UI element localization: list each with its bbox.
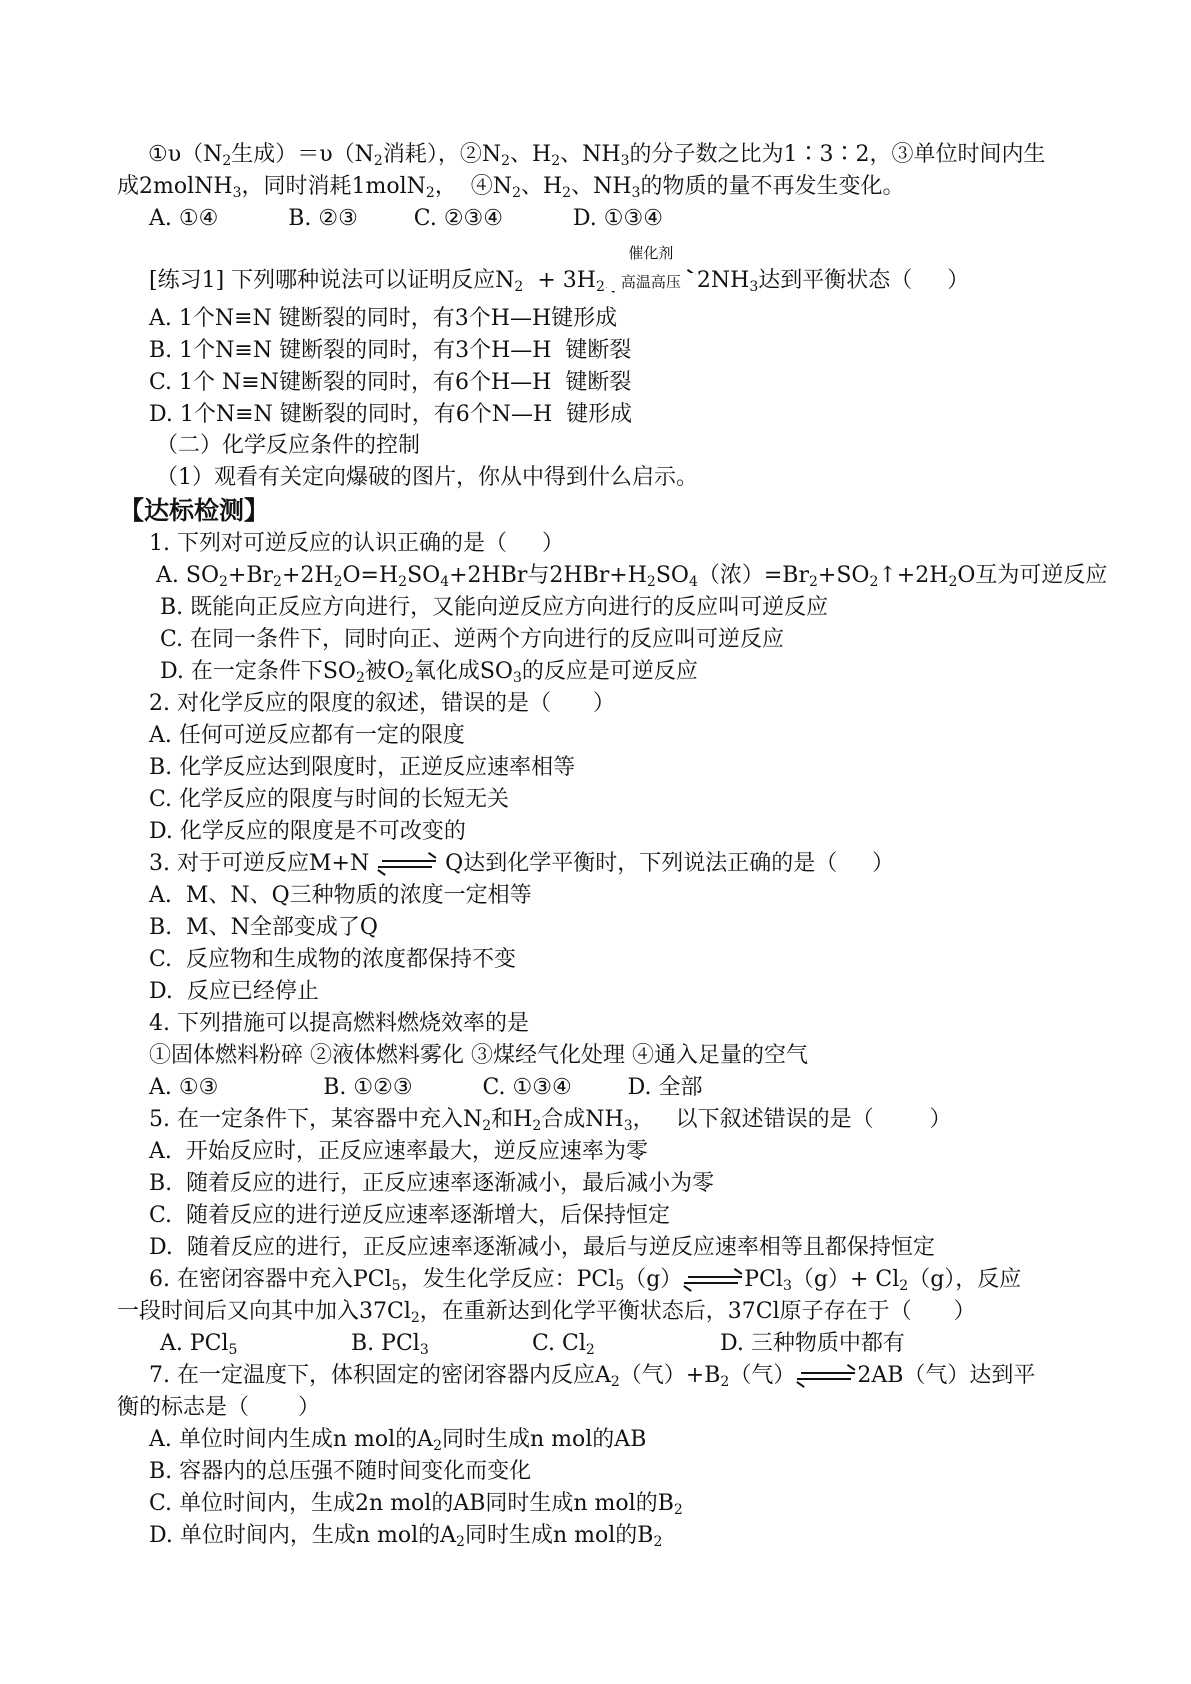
intro-line-1: $①\upsilon(N_2$生成）$=\upsilon(N_2$消耗），$②N_2$、$H_2$、$NH_3$的分子数之比为1∶3∶2，③单位时间内生 [148, 142, 1046, 169]
practice1-option-b: B. 1个N≡N 键断裂的同时，有3个H—H 键断裂 [149, 338, 632, 363]
q3-option-d: D. 反应已经停止 [149, 979, 319, 1004]
practice1-option-c: C. 1个 N≡N键断裂的同时，有6个H—H 键断裂 [149, 370, 632, 395]
equilibrium-arrow-catalyst: 催化剂 高温高压 [607, 266, 695, 296]
q7-stem: 7. 在一定温度下，体积固定的密闭容器内反应$A_2$（气）$+B_2$（气） 2AB（气）达到平 [149, 1363, 1036, 1390]
q2-option-b: B. 化学反应达到限度时，正逆反应速率相等 [149, 755, 576, 780]
intro-line-2: 成2molNH$_3$，同时消耗1molN$_2$， $④N_2$、$H_2$、$NH_3$的物质的量不再发生变化。 [117, 174, 905, 201]
q5-option-d: D. 随着反应的进行，正反应速率逐渐减小，最后与逆反应速率相等且都保持恒定 [149, 1235, 935, 1260]
section2-title: （二）化学反应条件的控制 [156, 433, 421, 458]
q3-option-c: C. 反应物和生成物的浓度都保持不变 [149, 947, 517, 972]
q6-option-c: C. $Cl_2$ [532, 1331, 595, 1358]
q6-stem-line2: 一段时间后又向其中加入$37Cl_2$，在重新达到化学平衡状态后，37Cl原子存在于（ ） [117, 1299, 976, 1326]
q7-option-b: B. 容器内的总压强不随时间变化而变化 [149, 1459, 532, 1484]
equilibrium-arrow-icon [797, 1367, 855, 1385]
q5-option-b: B. 随着反应的进行，正反应速率逐渐减小，最后减小为零 [149, 1171, 715, 1196]
equilibrium-arrow-icon [378, 855, 436, 873]
q6-option-d: D. 三种物质中都有 [720, 1331, 905, 1356]
practice1-option-a: A. 1个N≡N 键断裂的同时，有3个H—H键形成 [149, 306, 618, 331]
q4-items: ①固体燃料粉碎 ②液体燃料雾化 ③煤经气化处理 ④通入足量的空气 [149, 1043, 808, 1068]
q5-option-c: C. 随着反应的进行逆反应速率逐渐增大，后保持恒定 [149, 1203, 671, 1228]
q2-option-c: C. 化学反应的限度与时间的长短无关 [149, 787, 510, 812]
q2-option-a: A. 任何可逆反应都有一定的限度 [149, 723, 465, 748]
practice1-option-d: D. 1个N≡N 键断裂的同时，有6个N—H 键形成 [149, 402, 633, 427]
q1-option-d: D. 在一定条件下$SO_2$被$O_2$氧化成$SO_3$的反应是可逆反应 [160, 659, 698, 686]
test-heading: 【达标检测】 [119, 496, 270, 525]
q2-option-d: D. 化学反应的限度是不可改变的 [149, 819, 466, 844]
q1-stem: 1. 下列对可逆反应的认识正确的是（ ） [149, 531, 564, 556]
q6-option-b: B. PCl$_3$ [351, 1331, 429, 1358]
q4-stem: 4. 下列措施可以提高燃料燃烧效率的是 [149, 1011, 529, 1036]
q7-option-c: C. 单位时间内，生成2n mol的AB同时生成n mol的$B_2$ [149, 1491, 683, 1518]
q7-stem-line2: 衡的标志是（ ） [117, 1395, 320, 1420]
section2-item1: （1）观看有关定向爆破的图片，你从中得到什么启示。 [156, 465, 698, 490]
q5-option-a: A. 开始反应时，正反应速率最大，逆反应速率为零 [149, 1139, 648, 1164]
q7-option-a: A. 单位时间内生成n mol的$A_2$同时生成n mol的AB [149, 1427, 647, 1454]
q5-stem: 5. 在一定条件下，某容器中充入$N_2$和$H_2$合成$NH_3$， 以下叙述错误的是（ ） [149, 1107, 952, 1134]
q7-option-d: D. 单位时间内，生成n mol的$A_2$同时生成n mol的$B_2$ [149, 1523, 663, 1550]
q3-option-b: B. M、N全部变成了Q [149, 915, 378, 940]
practice1-stem: [练习1] 下列哪种说法可以证明反应$N_2 + 3H_2$ 催化剂 高温高压 $2NH_3$达到平衡状态（ ） [149, 244, 970, 295]
q3-option-a: A. M、N、Q三种物质的浓度一定相等 [149, 883, 532, 908]
equilibrium-arrow-icon [684, 1271, 742, 1289]
q2-stem: 2. 对化学反应的限度的叙述，错误的是（ ） [149, 691, 615, 716]
q6-option-a: A. PCl$_5$ [160, 1331, 238, 1358]
q4-options: A. ①③ B. ①②③ C. ①③④ D. 全部 [149, 1075, 703, 1100]
q1-option-b: B. 既能向正反应方向进行，又能向逆反应方向进行的反应叫可逆反应 [160, 595, 829, 620]
q1-option-a: A. $SO_2+Br_2+2H_2O=H_2SO_4+2HBr$与$2HBr+H_2SO_4$（浓）$=Br_2+SO_2↑+2H_2O$互为可逆反应 [156, 563, 1108, 590]
q3-stem: 3. 对于可逆反应M+N Q达到化学平衡时，下列说法正确的是（ ） [149, 851, 895, 876]
q1-option-c: C. 在同一条件下，同时向正、逆两个方向进行的反应叫可逆反应 [160, 627, 785, 652]
intro-options: A. ①④ B. ②③ C. ②③④ D. ①③④ [149, 206, 663, 231]
q6-stem: 6. 在密闭容器中充入PCl$_5$，发生化学反应：PCl$_5$（g） $PCl_3(g)+ Cl_2(g)$，反应 [149, 1267, 1022, 1294]
